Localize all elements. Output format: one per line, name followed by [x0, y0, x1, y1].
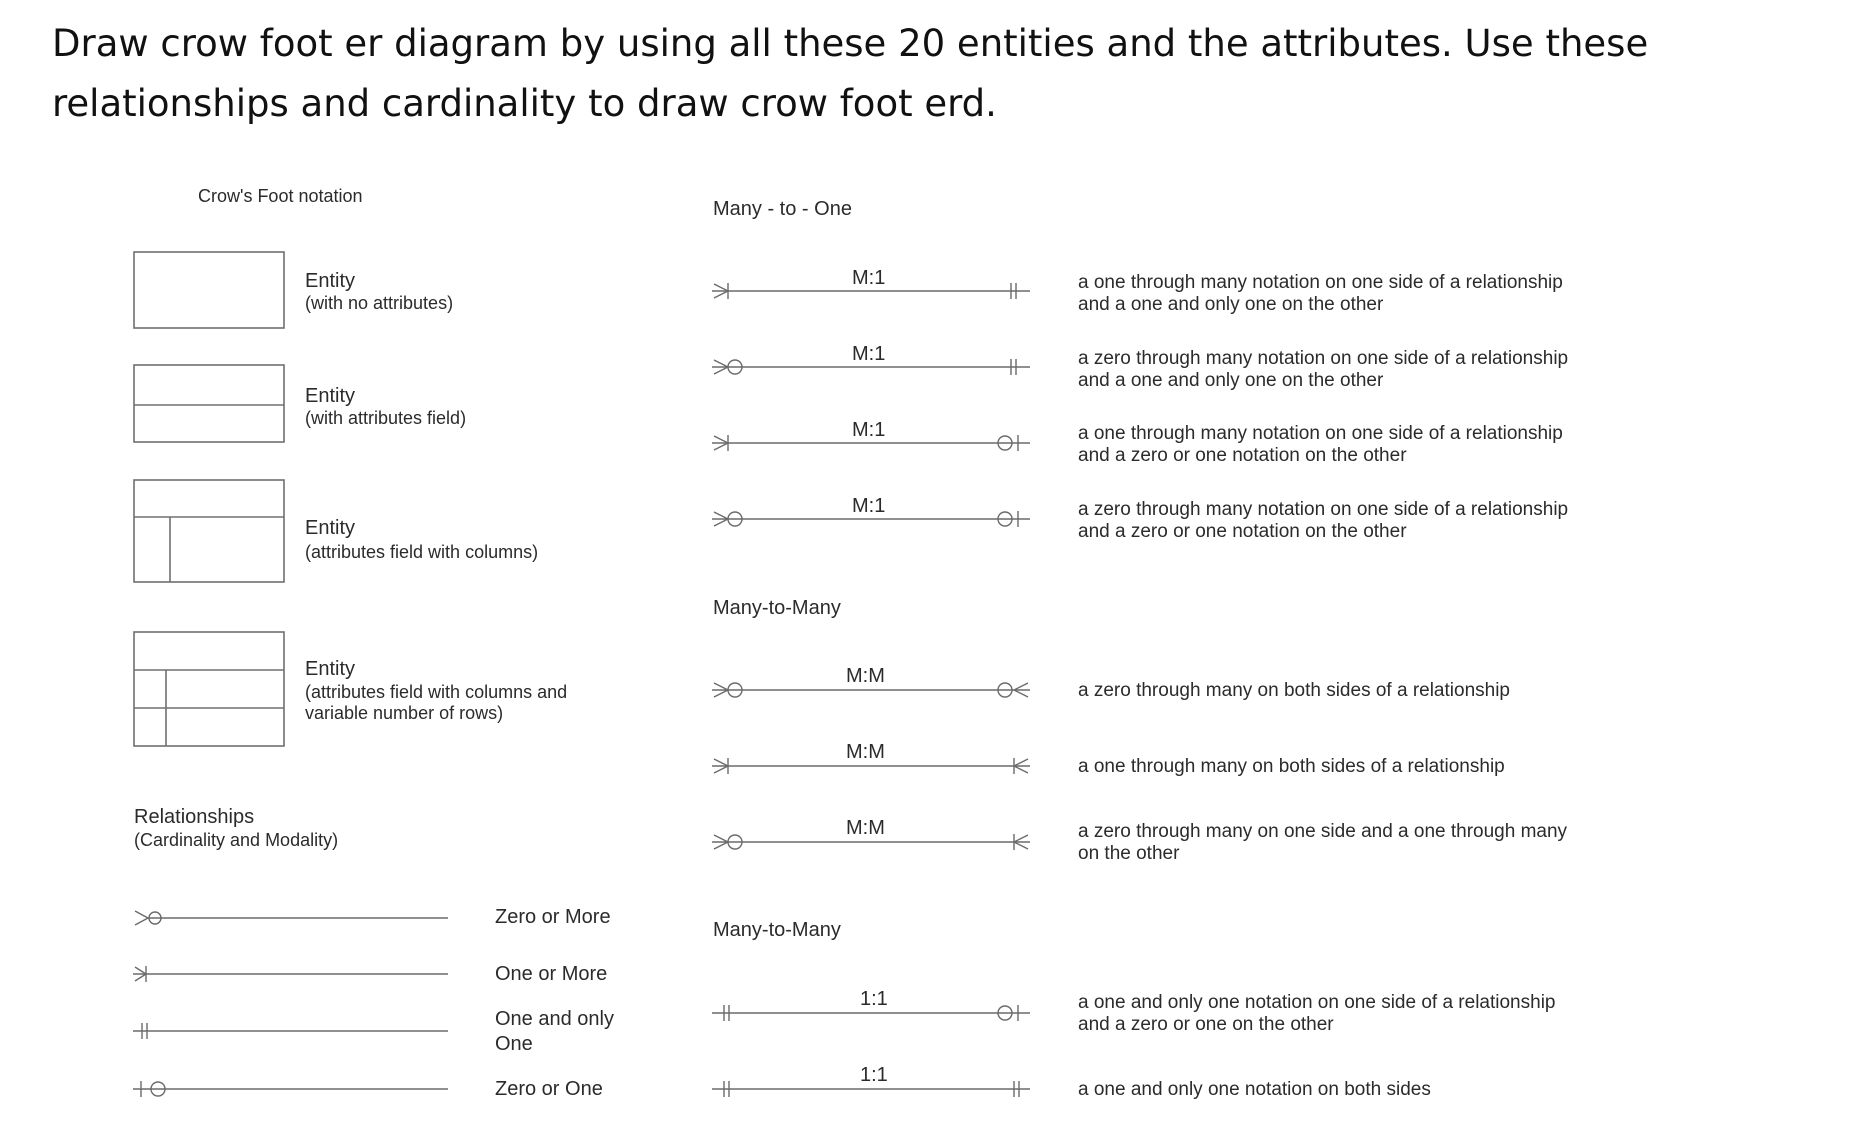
- cardinality-ratio: M:M: [846, 665, 885, 687]
- cardinality-ratio: M:1: [852, 495, 886, 517]
- entity-note: (with attributes field): [305, 408, 467, 428]
- zero-or-more-icon: [135, 911, 448, 925]
- one-or-more-icon: [133, 966, 448, 982]
- entity-box-no-attributes: [134, 252, 284, 328]
- symbol-label: One or More: [495, 963, 608, 985]
- cardinality-ratio: 1:1: [860, 1064, 888, 1086]
- cardinality-ratio: M:1: [852, 267, 886, 289]
- legend-title: Crow's Foot notation: [198, 186, 363, 206]
- relationships-subtitle: (Cardinality and Modality): [134, 830, 339, 850]
- relationship-description: a zero through many notation on one side of a relationship and a zero or one notation on the other: [1078, 499, 1569, 542]
- instruction-text: Draw crow foot er diagram by using all these 20 entities and the attributes. Use these relationships and cardinality to draw crow foot erd.: [52, 22, 1649, 125]
- entity-label: Entity: [305, 517, 356, 539]
- cardinality-ratio: 1:1: [860, 988, 888, 1010]
- relationship-description: a one and only one notation on both sides: [1078, 1079, 1431, 1100]
- relationships-title: Relationships: [134, 806, 255, 828]
- cardinality-ratio: M:M: [846, 817, 885, 839]
- cardinality-ratio: M:M: [846, 741, 885, 763]
- section-heading-one-to-one: Many-to-Many: [713, 919, 841, 941]
- entity-note: (with no attributes): [305, 293, 454, 313]
- relationship-description: a one through many notation on one side of a relationship and a zero or one notation on the other: [1078, 423, 1563, 466]
- symbol-label: One and only One: [495, 1008, 614, 1055]
- entity-note: (attributes field with columns and variable number of rows): [305, 682, 568, 723]
- entity-box-attributes-field: [134, 365, 284, 442]
- relationship-description: a one through many on both sides of a relationship: [1078, 756, 1505, 777]
- section-heading-many-to-one: Many - to - One: [713, 198, 852, 220]
- entity-box-attributes-columns: [134, 480, 284, 582]
- entity-label: Entity: [305, 385, 356, 407]
- one-and-only-one-icon: [133, 1023, 448, 1039]
- entity-label: Entity: [305, 658, 356, 680]
- zero-or-one-icon: [133, 1081, 448, 1097]
- entity-note: (attributes field with columns): [305, 542, 539, 562]
- cardinality-ratio: M:1: [852, 419, 886, 441]
- relationship-description: a one and only one notation on one side of a relationship and a zero or one on the other: [1078, 992, 1556, 1035]
- relationship-description: a zero through many on one side and a one through many on the other: [1078, 821, 1568, 864]
- entity-label: Entity: [305, 270, 356, 292]
- entity-box-attributes-rows: [134, 632, 284, 746]
- relationship-description: a zero through many on both sides of a relationship: [1078, 680, 1510, 701]
- symbol-label: Zero or More: [495, 906, 611, 928]
- relationship-description: a one through many notation on one side of a relationship and a one and only one on the other: [1078, 272, 1563, 315]
- relationship-description: a zero through many notation on one side of a relationship and a one and only one on the other: [1078, 348, 1569, 391]
- section-heading-many-to-many: Many-to-Many: [713, 597, 841, 619]
- symbol-label: Zero or One: [495, 1078, 603, 1100]
- cardinality-ratio: M:1: [852, 343, 886, 365]
